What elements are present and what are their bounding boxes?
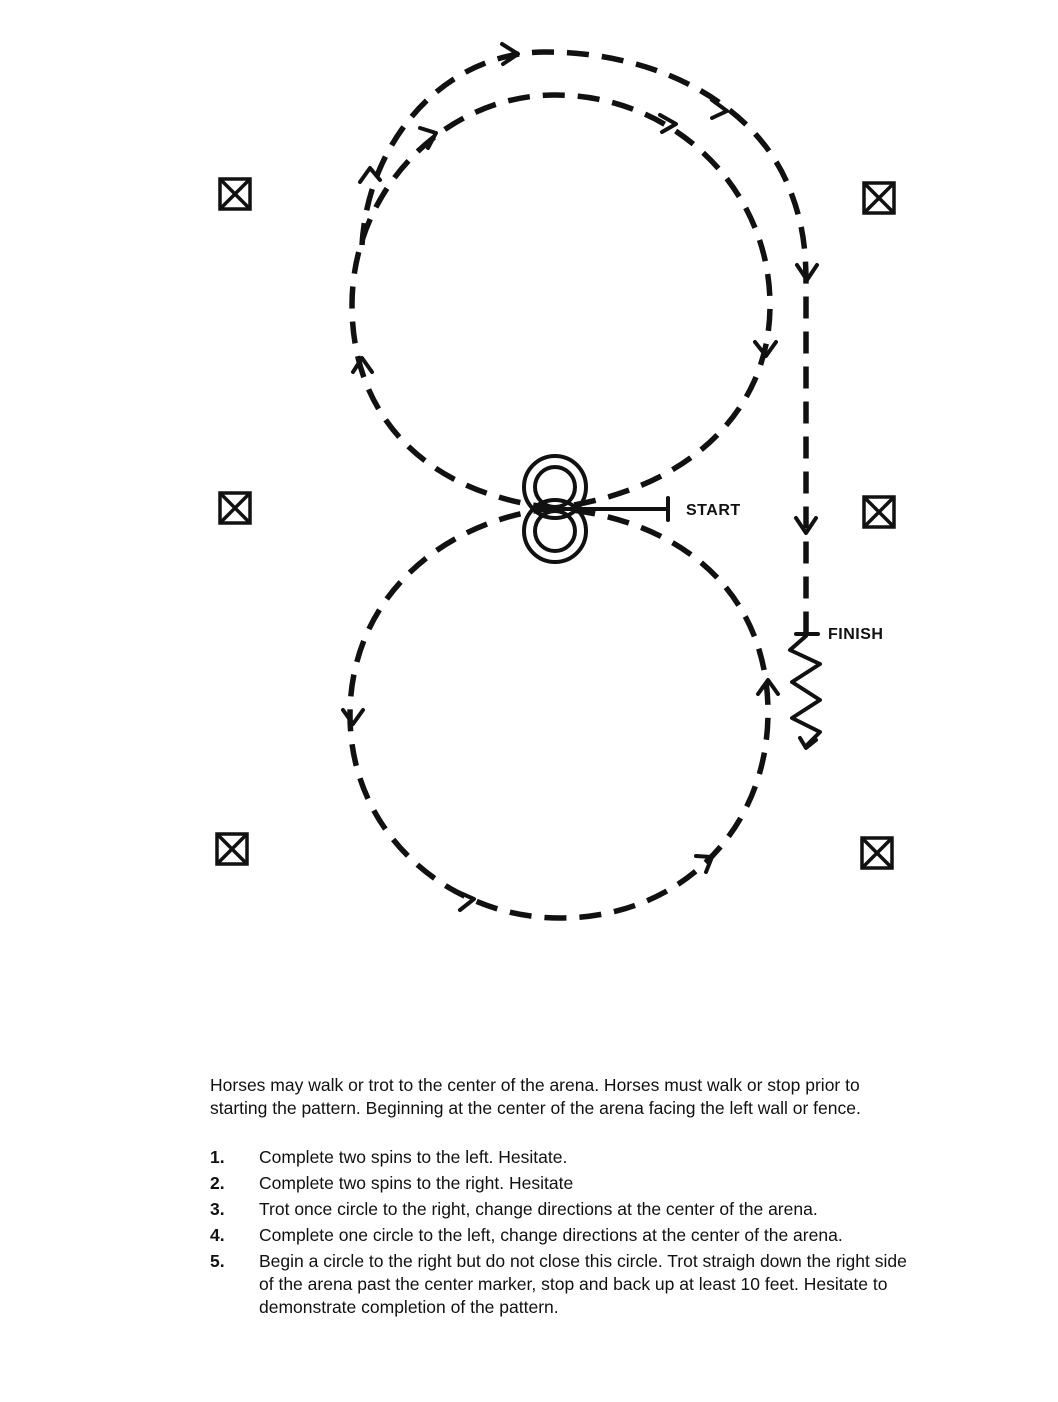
step-item	[210, 1198, 910, 1221]
steps-list	[210, 1146, 910, 1319]
step-number: 5.	[210, 1251, 225, 1271]
arena-marker-middle-left	[220, 493, 250, 523]
step-text: Trot once circle to the right, change directions at the center of the arena.	[259, 1199, 818, 1219]
arena-marker-bottom-right	[862, 838, 892, 868]
step-text: Complete two spins to the right. Hesitate	[259, 1173, 574, 1193]
arrow-bottom-left	[343, 710, 363, 724]
step-item	[210, 1146, 910, 1169]
step-text: Complete one circle to the left, change directions at the center of the arena.	[259, 1225, 843, 1245]
arrow-outer-right	[712, 100, 727, 118]
step-number: 2.	[210, 1173, 225, 1193]
arena-marker-middle-right	[864, 497, 894, 527]
pattern-instructions	[210, 1074, 910, 1322]
direction-arrows	[343, 44, 817, 910]
arena-marker-top-right	[864, 183, 894, 213]
arrow-bottom	[458, 892, 474, 910]
top-circle-path	[352, 95, 770, 508]
step-number: 1.	[210, 1147, 225, 1167]
arena-marker-top-left	[220, 179, 250, 209]
arena-marker-bottom-left	[217, 834, 247, 864]
step-number: 3.	[210, 1199, 225, 1219]
step-text: Complete two spins to the left. Hesitate.	[259, 1147, 568, 1167]
step-item	[210, 1172, 910, 1195]
arrow-bottom-right	[696, 856, 712, 872]
step-text: Begin a circle to the right but do not close this circle. Trot straigh down the right side of the arena past the center marker, stop and back up at least 10 feet. Hesitate to demonstrate completion of the pattern.	[259, 1251, 907, 1317]
start-label: START	[686, 502, 741, 519]
back-up-zigzag	[790, 636, 820, 746]
step-item	[210, 1224, 910, 1247]
step-number: 4.	[210, 1225, 225, 1245]
finish-label: FINISH	[828, 626, 884, 643]
step-item	[210, 1250, 910, 1319]
intro-paragraph: Horses may walk or trot to the center of the arena. Horses must walk or stop prior to starting the pattern. Beginning at the center of the arena facing the left wall or fence.	[210, 1075, 861, 1118]
